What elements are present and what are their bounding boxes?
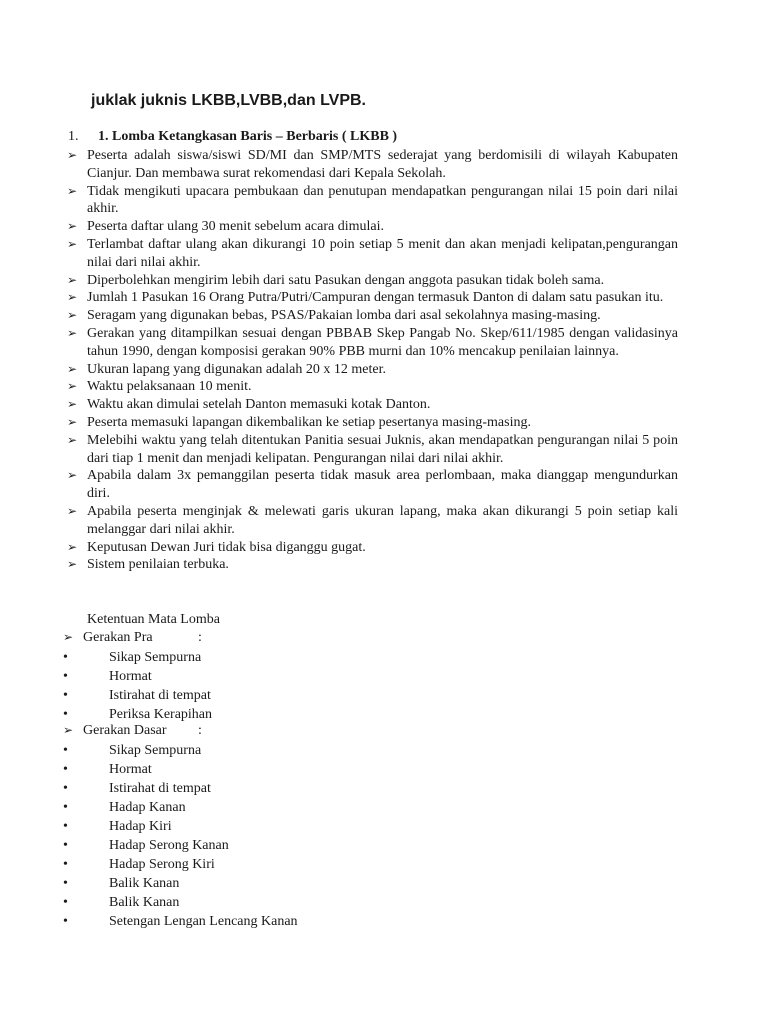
bullet-dot-icon: • bbox=[63, 876, 68, 891]
bullet-dot-icon: • bbox=[63, 914, 68, 929]
arrow-bullet-icon: ➢ bbox=[67, 272, 78, 287]
bullet-dot-icon: • bbox=[63, 857, 68, 872]
group-label: Gerakan Dasar bbox=[83, 723, 167, 738]
arrow-bullet-icon: ➢ bbox=[67, 397, 78, 412]
arrow-bullet-icon: ➢ bbox=[67, 539, 78, 554]
rule-item: ➢ Waktu pelaksanaan 10 menit. bbox=[67, 379, 252, 395]
arrow-bullet-icon: ➢ bbox=[67, 308, 78, 323]
arrow-bullet-icon: ➢ bbox=[67, 503, 78, 518]
bullet-dot-icon: • bbox=[63, 650, 68, 665]
arrow-bullet-icon: ➢ bbox=[67, 361, 78, 376]
bullet-dot-icon: • bbox=[63, 762, 68, 777]
arrow-bullet-icon: ➢ bbox=[63, 723, 74, 737]
arrow-bullet-icon: ➢ bbox=[63, 630, 74, 644]
section-number: 1. bbox=[68, 129, 79, 144]
rule-item: ➢ Jumlah 1 Pasukan 16 Orang Putra/Putri/Campuran dengan termasuk Danton di dalam satu pasukan itu. bbox=[67, 290, 664, 306]
rule-item: ➢ Ukuran lapang yang digunakan adalah 20 x 12 meter. bbox=[67, 361, 386, 377]
section-heading-text: 1. Lomba Ketangkasan Baris – Berbaris ( LKBB ) bbox=[98, 129, 398, 144]
arrow-bullet-icon: ➢ bbox=[67, 325, 78, 340]
bullet-dot-icon: • bbox=[63, 819, 68, 834]
bullet-dot-icon: • bbox=[63, 743, 68, 758]
bullet-dot-icon: • bbox=[63, 707, 68, 722]
rule-item: ➢ Keputusan Dewan Juri tidak bisa diganggu gugat. bbox=[67, 539, 366, 555]
rule-item: ➢ Tidak mengikuti upacara pembukaan dan penutupan mendapatkan pengurangan nilai 15 poin dari nilai akhir. bbox=[67, 183, 678, 217]
bullet-dot-icon: • bbox=[63, 895, 68, 910]
bullet-dot-icon: • bbox=[63, 688, 68, 703]
arrow-bullet-icon: ➢ bbox=[67, 236, 78, 251]
bullet-dot-icon: • bbox=[63, 800, 68, 815]
rule-item: ➢ Melebihi waktu yang telah ditentukan Panitia sesuai Juknis, akan mendapatkan pengurangan nilai 5 poin dari tiap 1 menit dan menjadi kelipatan. Pengurangan nilai dari nilai akhir. bbox=[67, 432, 678, 466]
document-title: juklak juknis LKBB,LVBB,dan LVPB. bbox=[91, 92, 366, 109]
rule-item: ➢ Terlambat daftar ulang akan dikurangi 10 poin setiap 5 menit dan akan menjadi kelipatan,pengurangan nilai dari nilai akhir. bbox=[67, 236, 678, 270]
document-page: juklak juknis LKBB,LVBB,dan LVPB. 1. 1. Lomba Ketangkasan Baris – Berbaris ( LKBB ) ➢ Peserta adalah siswa/siswi SD/MI dan SMP/MTS sederajat yang berdomisili di wilayah Kabupaten Cianjur. Dan membawa surat rekomendasi dari Kepala Sekolah. ➢ Tidak mengikuti upacara pembukaan dan penutupan mendapatkan pengurangan nilai 15 poin dari nilai akhir. ➢ Peserta daftar ulang 30 menit sebelum acara dimulai. ➢ Terlambat daftar ulang akan dikurangi 10 poin setiap 5 menit dan akan menjadi kelipatan,pengurangan nilai dari nilai akhir. ➢ Diperbolehkan mengirim lebih dari satu Pasukan dengan anggota pasukan tidak boleh sama. ➢ Jumlah 1 Pasukan 16 Orang Putra/Putri/Campuran dengan termasuk Danton di dalam satu pasukan itu. ➢ Seragam yang digunakan bebas, PSAS/Pakaian lomba dari asal sekolahnya masing-masing. ➢ Gerakan yang ditampilkan sesuai dengan PBBAB Skep Pangab No. Skep/611/1985 dengan validasinya tahun 1990, dengan komposisi gerakan 90% PBB murni dan 10% mencakup penilaian lainnya. ➢ Ukuran lapang yang digunakan adalah 20 x 12 meter. ➢ Waktu pelaksanaan 10 menit. ➢ Waktu akan dimulai setelah Danton memasuki kotak Danton. ➢ Peserta memasuki lapangan dikembalikan ke setiap pesertanya masing-masing. ➢ Melebihi waktu yang telah ditentukan Panitia sesuai Juknis, akan mendapatkan pengurangan nilai 5 poin dari tiap 1 menit dan menjadi kelipatan. Pengurangan nilai dari nilai akhir. ➢ Apabila dalam 3x pemanggilan peserta tidak masuk area perlombaan, maka dianggap mengundurkan diri. ➢ Apabila peserta menginjak & melewati garis ukuran lapang, maka akan dikurangi 5 poin setiap kali melanggar dari nilai akhir. ➢ Keputusan Dewan Juri tidak bisa diganggu gugat. ➢ Sistem penilaian terbuka. Ketentuan Mata Lomba ➢ Gerakan Pra : • Sikap Sempurna • Hormat • Istirahat di tempat • Periksa Kerapihan ➢ Gerakan Dasar : • Sikap Sempurna • Hormat • Istirahat di tempat • Hadap Kanan • Hadap Kiri • Hadap Serong Kanan • Hadap Serong Kiri • Balik Kanan • Balik Kanan • Setengan Lengan Lencang Kanan bbox=[63, 92, 678, 929]
rule-item: ➢ Diperbolehkan mengirim lebih dari satu Pasukan dengan anggota pasukan tidak boleh sama. bbox=[67, 272, 605, 288]
arrow-bullet-icon: ➢ bbox=[67, 379, 78, 394]
rule-item: ➢ Seragam yang digunakan bebas, PSAS/Pakaian lomba dari asal sekolahnya masing-masing. bbox=[67, 308, 601, 324]
section-heading bbox=[68, 129, 397, 145]
group-label: Gerakan Pra bbox=[83, 630, 153, 645]
bullet-dot-icon: • bbox=[63, 838, 68, 853]
arrow-bullet-icon: ➢ bbox=[67, 219, 78, 234]
arrow-bullet-icon: ➢ bbox=[67, 432, 78, 447]
bullet-dot-icon: • bbox=[63, 781, 68, 796]
bullet-dot-icon: • bbox=[63, 669, 68, 684]
arrow-bullet-icon: ➢ bbox=[67, 148, 78, 162]
subsection-caption: Ketentuan Mata Lomba bbox=[87, 612, 220, 627]
rule-item: ➢ Peserta daftar ulang 30 menit sebelum acara dimulai. bbox=[67, 219, 385, 235]
rules-list bbox=[66, 147, 678, 574]
group-heading-dasar: ➢ Gerakan Dasar : bbox=[63, 723, 202, 738]
rule-item: ➢ Peserta adalah siswa/siswi SD/MI dan SMP/MTS sederajat yang berdomisili di wilayah Kabupaten Cianjur. Dan membawa surat rekomendasi dari Kepala Sekolah. bbox=[67, 148, 678, 181]
group-heading-pra: ➢ Gerakan Pra : bbox=[63, 630, 202, 645]
arrow-bullet-icon: ➢ bbox=[67, 557, 78, 572]
arrow-bullet-icon: ➢ bbox=[67, 290, 78, 305]
rule-item: ➢ Sistem penilaian terbuka. bbox=[67, 557, 229, 573]
rule-item: ➢ Apabila dalam 3x pemanggilan peserta tidak masuk area perlombaan, maka dianggap mengundurkan diri. bbox=[67, 468, 678, 502]
arrow-bullet-icon: ➢ bbox=[67, 414, 78, 429]
rule-item: ➢ Peserta memasuki lapangan dikembalikan ke setiap pesertanya masing-masing. bbox=[67, 414, 531, 430]
arrow-bullet-icon: ➢ bbox=[67, 183, 78, 198]
rule-item: ➢ Gerakan yang ditampilkan sesuai dengan PBBAB Skep Pangab No. Skep/611/1985 dengan validasinya tahun 1990, dengan komposisi gerakan 90% PBB murni dan 10% mencakup penilaian lainnya. bbox=[67, 325, 678, 359]
arrow-bullet-icon: ➢ bbox=[67, 468, 78, 483]
rule-item: ➢ Waktu akan dimulai setelah Danton memasuki kotak Danton. bbox=[67, 397, 431, 413]
rule-item: ➢ Apabila peserta menginjak & melewati garis ukuran lapang, maka akan dikurangi 5 poin setiap kali melanggar dari nilai akhir. bbox=[67, 503, 678, 537]
